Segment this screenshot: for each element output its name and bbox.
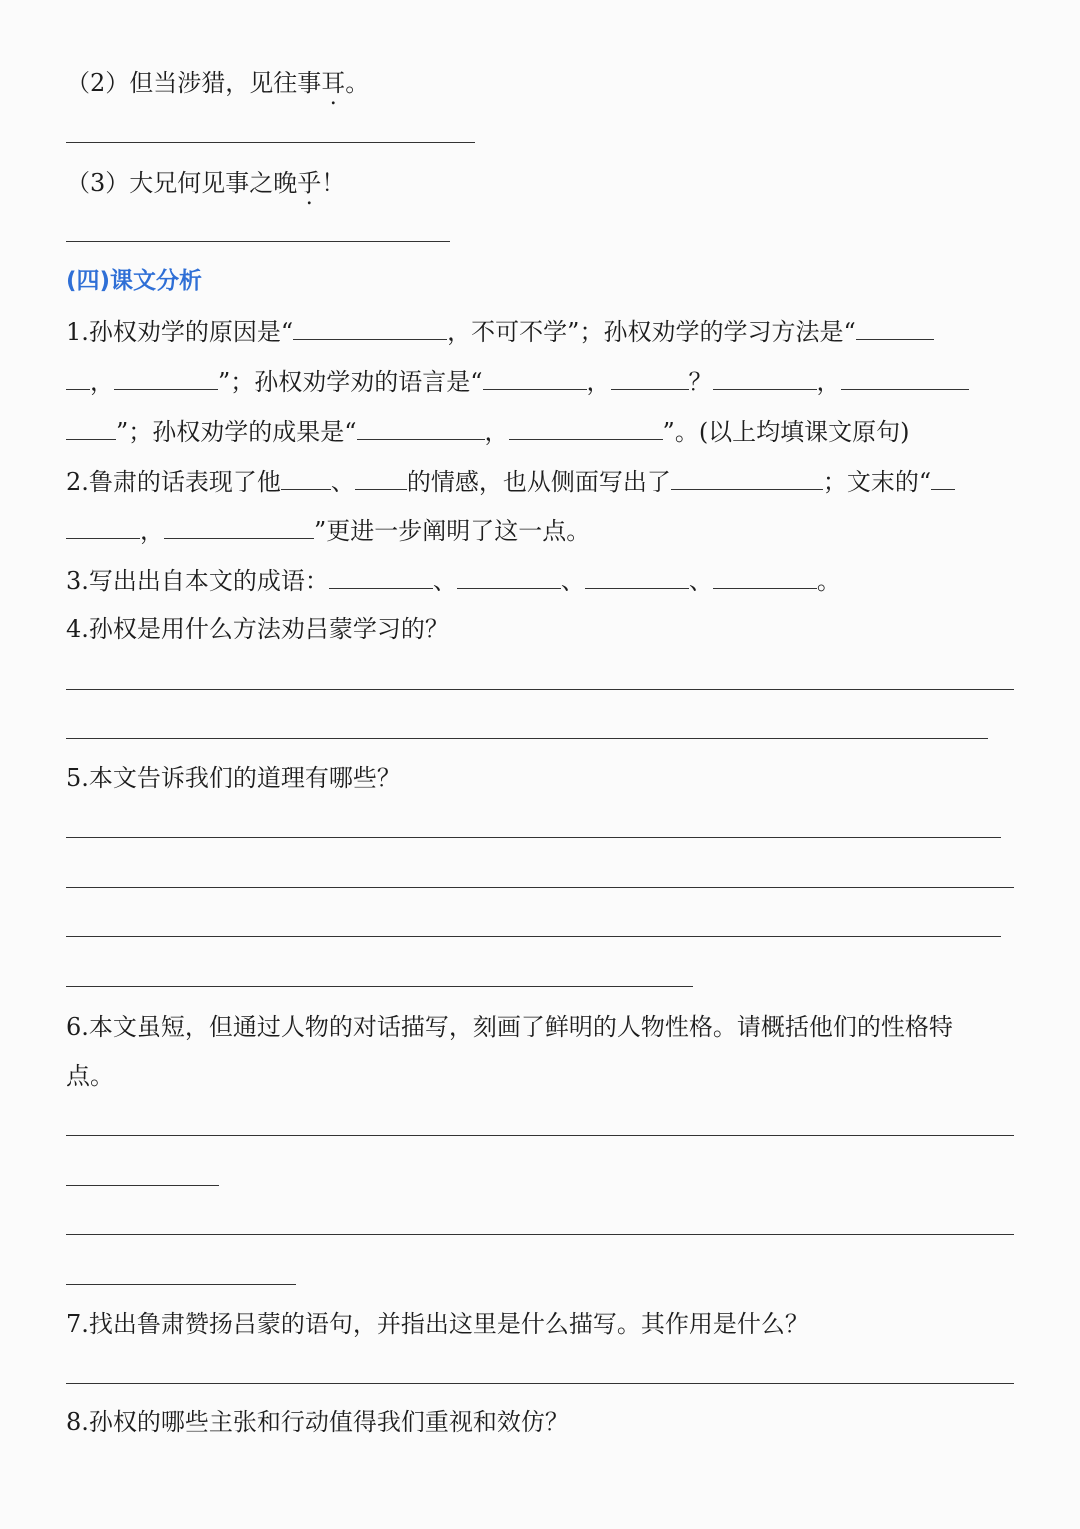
answer-line-q5-2[interactable] bbox=[66, 887, 1014, 888]
fill-blank[interactable] bbox=[114, 363, 218, 390]
question-2-line bbox=[66, 66, 1014, 100]
question-3-dotted-char: 乎 bbox=[297, 169, 322, 197]
answer-line-q6-4[interactable] bbox=[66, 1284, 296, 1285]
answer-line-q4-1[interactable] bbox=[66, 689, 1014, 690]
item-2-line-1 bbox=[66, 463, 1014, 499]
item-6-question-line-2: 点。 bbox=[66, 1062, 114, 1090]
item-1-text-e: ， bbox=[586, 368, 611, 396]
question-3-line bbox=[66, 166, 1014, 200]
answer-line-q6-1[interactable] bbox=[66, 1135, 1014, 1136]
answer-line-q5-1[interactable] bbox=[66, 837, 1001, 838]
item-7-question: 7.找出鲁肃赞扬吕蒙的语句，并指出这里是什么描写。其作用是什么？ bbox=[66, 1310, 809, 1338]
item-4-question: 4.孙权是用什么方法劝吕蒙学习的？ bbox=[66, 615, 449, 643]
item-1-text-b: ，不可不学”；孙权劝学的学习方法是“ bbox=[447, 318, 856, 346]
item-2-text-b: 、 bbox=[330, 468, 355, 496]
fill-blank[interactable] bbox=[713, 363, 817, 390]
fill-blank[interactable] bbox=[66, 413, 116, 440]
fill-blank[interactable] bbox=[611, 363, 689, 390]
answer-line-q7[interactable] bbox=[66, 1383, 1014, 1384]
item-1-text-i: ， bbox=[484, 418, 509, 446]
fill-blank[interactable] bbox=[293, 313, 447, 340]
item-3-line bbox=[66, 562, 1014, 598]
answer-line-q6-2[interactable] bbox=[66, 1185, 219, 1186]
question-3-text: （3）大兄何见事之晚 bbox=[66, 169, 298, 197]
item-1-text-d: ”；孙权劝学劝的语言是“ bbox=[218, 368, 483, 396]
question-3-suffix: ！ bbox=[321, 169, 346, 197]
item-3-sep: 、 bbox=[560, 567, 585, 595]
item-2-text-d: ；文末的“ bbox=[822, 468, 932, 496]
fill-blank[interactable] bbox=[164, 512, 314, 539]
fill-blank[interactable] bbox=[281, 463, 331, 490]
item-6-question-line-1: 6.本文虽短，但通过人物的对话描写，刻画了鲜明的人物性格。请概括他们的性格特 bbox=[66, 1013, 953, 1041]
fill-blank[interactable] bbox=[841, 363, 969, 390]
fill-blank[interactable] bbox=[483, 363, 587, 390]
fill-blank[interactable] bbox=[713, 562, 817, 589]
item-2-text-e: ， bbox=[140, 517, 164, 545]
answer-line-q5-4[interactable] bbox=[66, 986, 693, 987]
answer-line-q5-3[interactable] bbox=[66, 936, 1001, 937]
fill-blank[interactable] bbox=[931, 463, 955, 490]
answer-line-q2[interactable] bbox=[66, 142, 475, 143]
item-2-text-f: ”更进一步阐明了这一点。 bbox=[314, 517, 591, 545]
fill-blank[interactable] bbox=[357, 413, 485, 440]
item-5-question: 5.本文告诉我们的道理有哪些？ bbox=[66, 764, 401, 792]
item-3-end: 。 bbox=[816, 567, 841, 595]
item-1-text-g: ， bbox=[816, 368, 841, 396]
fill-blank[interactable] bbox=[355, 463, 407, 490]
fill-blank[interactable] bbox=[457, 562, 561, 589]
item-1-line-3 bbox=[66, 413, 1014, 449]
fill-blank[interactable] bbox=[509, 413, 663, 440]
item-1-text-f: ？ bbox=[688, 368, 713, 396]
item-3-sep: 、 bbox=[688, 567, 713, 595]
question-2-dotted-char: 耳 bbox=[321, 69, 346, 97]
fill-blank[interactable] bbox=[66, 363, 90, 390]
item-1-text-h: ”；孙权劝学的成果是“ bbox=[116, 418, 357, 446]
answer-line-q4-2[interactable] bbox=[66, 738, 988, 739]
section-heading: (四)课文分析 bbox=[66, 268, 203, 294]
item-8-question: 8.孙权的哪些主张和行动值得我们重视和效仿？ bbox=[66, 1408, 569, 1436]
question-2-text: （2）但当涉猎，见往事 bbox=[66, 69, 322, 97]
item-1-text-j: ”。(以上均填课文原句) bbox=[662, 418, 910, 446]
item-1-line-1 bbox=[66, 313, 1014, 349]
question-2-suffix: 。 bbox=[345, 69, 370, 97]
item-2-line-2 bbox=[66, 512, 1014, 548]
answer-line-q3[interactable] bbox=[66, 241, 450, 242]
item-1-line-2 bbox=[66, 363, 1014, 399]
item-1-text-c: ， bbox=[90, 368, 114, 396]
fill-blank[interactable] bbox=[671, 463, 823, 490]
fill-blank[interactable] bbox=[329, 562, 433, 589]
fill-blank[interactable] bbox=[66, 512, 140, 539]
item-3-sep: 、 bbox=[432, 567, 457, 595]
item-1-text-a: 1.孙权劝学的原因是“ bbox=[66, 318, 294, 346]
fill-blank[interactable] bbox=[856, 313, 934, 340]
answer-line-q6-3[interactable] bbox=[66, 1234, 1014, 1235]
item-3-text: 3.写出出自本文的成语： bbox=[66, 567, 329, 595]
item-2-text-a: 2.鲁肃的话表现了他 bbox=[66, 468, 281, 496]
item-2-text-c: 的情感，也从侧面写出了 bbox=[406, 468, 671, 496]
fill-blank[interactable] bbox=[585, 562, 689, 589]
